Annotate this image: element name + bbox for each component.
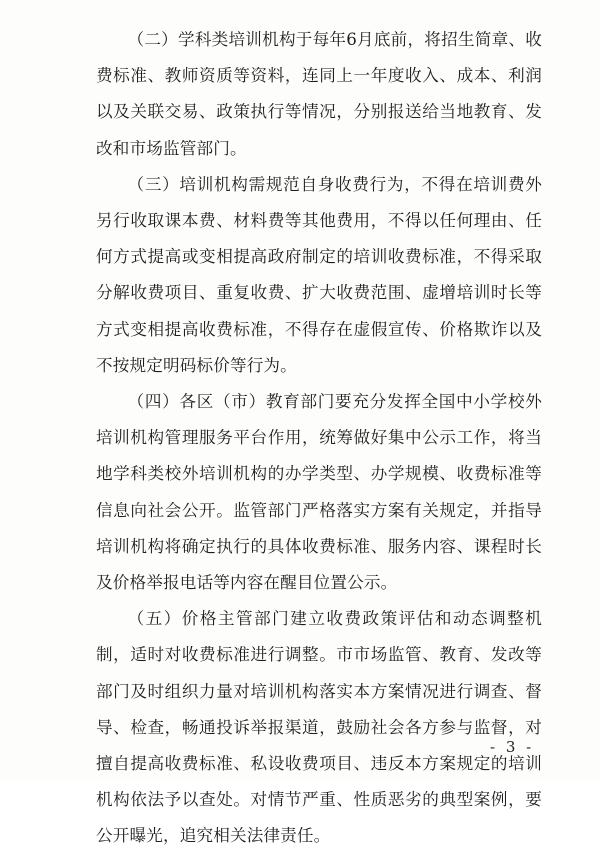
paragraph-5: （五）价格主管部门建立收费政策评估和动态调整机制，适时对收费标准进行调整。市市场监管、教育、发改等部门及时组织力量对培训机构落实本方案情况进行调查、督导、检查，畅通投诉举报渠道，鼓励社会各方参与监督，对擅自提高收费标准、私设收费项目、违反本方案规定的培训机构依法予以查处。对情节严重、性质恶劣的典型案例，要公开曝光，追究相关法律责任。 — [96, 609, 542, 846]
paragraph-4: （四）各区（市）教育部门要充分发挥全国中小学校外培训机构管理服务平台作用，统筹做好集中公示工作，将当地学科类校外培训机构的办学类型、办学规模、收费标准等信息向社会公开。监管部门严格落实方案有关规定，并指导培训机构将确定执行的具体收费标准、服务内容、课程时长及价格举报电话等内容在醒目位置公示。 — [96, 392, 542, 593]
paragraph-2: （二）学科类培训机构于每年6月底前，将招生简章、收费标准、教师资质等资料，连同上一年度收入、成本、利润以及关联交易、政策执行等情况，分别报送给当地教育、发改和市场监管部门。 — [96, 30, 542, 158]
document-body — [96, 22, 542, 855]
page-number: - 3 - — [490, 738, 535, 756]
paragraph-3: （三）培训机构需规范自身收费行为，不得在培训费外另行收取课本费、材料费等其他费用，不得以任何理由、任何方式提高或变相提高政府制定的培训收费标准，不得采取分解收费项目、重复收费、扩大收费范围、虚增培训时长等方式变相提高收费标准，不得存在虚假宣传、价格欺诈以及不按规定明码标价等行为。 — [96, 174, 542, 375]
